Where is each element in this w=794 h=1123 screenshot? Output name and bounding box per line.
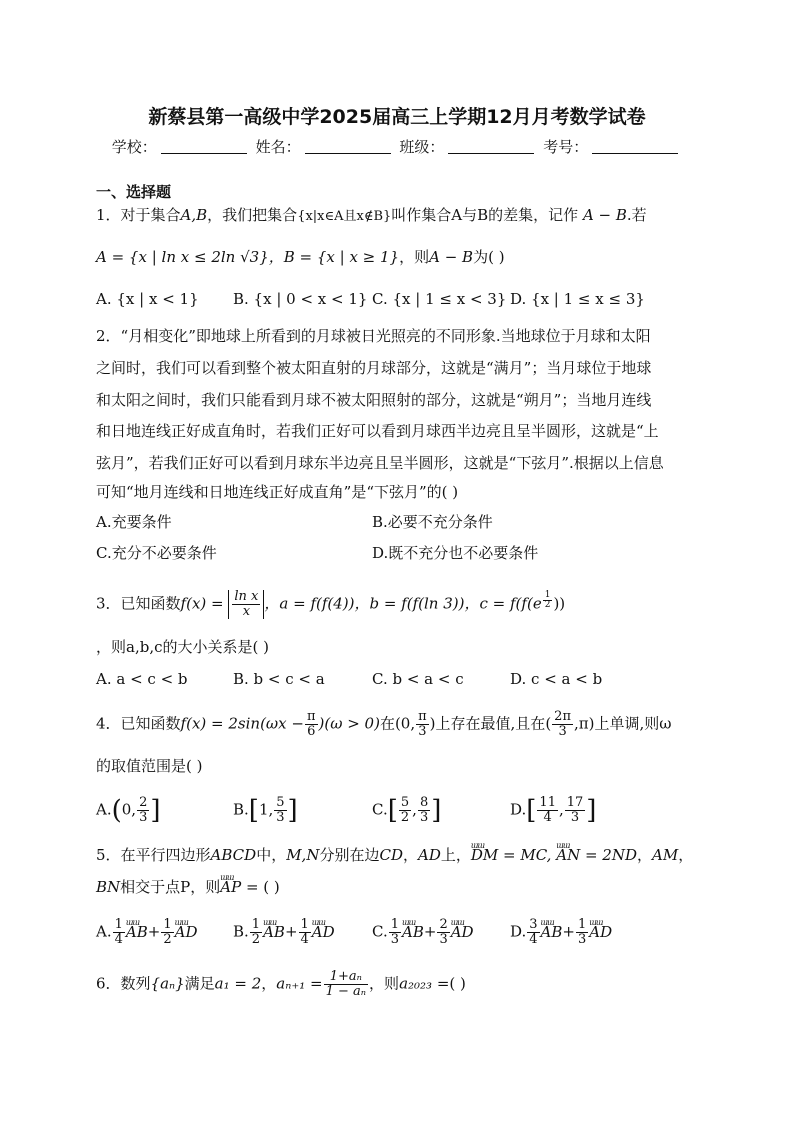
option-num: 1: [577, 917, 587, 932]
option-den: 3: [419, 810, 429, 825]
q4-text: 在: [379, 714, 395, 733]
q6-line1: [96, 970, 698, 999]
option-num: 1: [300, 917, 309, 932]
option-num: 1: [163, 917, 172, 932]
q3-option-c[interactable]: C. b < a < c: [372, 670, 464, 688]
q1-sets: A,B: [180, 206, 208, 224]
q3-abs-num: ln x: [234, 589, 259, 604]
q5-am: AM: [652, 846, 679, 864]
school-blank[interactable]: [161, 139, 247, 154]
option-num: 1: [251, 917, 261, 932]
option-num: 5: [400, 795, 410, 810]
q1-text: 为( ): [473, 248, 505, 266]
plus: +: [147, 922, 161, 941]
q2-line: 之间时，我们可以看到整个被太阳直射的月球部分，这就是“满月”；当月球位于地球: [96, 359, 652, 377]
option-den: 2: [163, 932, 172, 947]
q2-option-d[interactable]: D.既不充分也不必要条件: [372, 544, 539, 562]
q3-exp-num: 1: [544, 589, 551, 600]
option-num: 5: [276, 795, 285, 810]
q6-recurrence: aₙ₊₁ =: [276, 974, 323, 993]
q5-ap: ɯɯ AP: [220, 877, 241, 897]
q4-cond: )(ω > 0): [318, 714, 380, 733]
name-label: 姓名：: [255, 138, 301, 156]
plus: +: [423, 922, 437, 941]
vector-ad: ɯɯ AD: [451, 922, 474, 942]
q4-line1: 4．已知函数f(x) = 2sin(ωx − $\frac{\pi}{6}$ )(ω > 0)在(0, $\frac{\pi}{3}$ )上存在最值,且在( $\frac{2\pi}{3}$ ,π)上单调,则ω: [96, 709, 672, 739]
section-heading: 一、选择题: [96, 183, 172, 201]
option-num: 2: [139, 795, 148, 810]
q2-line: 2．“月相变化”即地球上所看到的月球被日光照亮的不同形象.当地球位于月球和太阳: [96, 327, 651, 345]
q4-pi: π: [306, 709, 316, 724]
option-label: C.: [372, 922, 388, 941]
q1-diff: A − B: [582, 206, 627, 224]
q4-pi: π: [418, 709, 427, 724]
q6-text: ( ): [449, 974, 466, 993]
q3-text: 3．已知函数: [96, 594, 181, 613]
vector-ab: ɯɯ AB: [126, 922, 148, 942]
q1-text: ，我们把集合: [207, 206, 298, 224]
exam-number-label: 考号：: [543, 138, 589, 156]
q6-a1: a₁ = 2: [214, 974, 262, 993]
q6-num: 1+aₙ: [324, 970, 368, 985]
q4-three: 3: [418, 724, 427, 739]
q2-option-c[interactable]: C.充分不必要条件: [96, 544, 217, 562]
q5-text: 相交于点P，则: [120, 878, 221, 896]
q1-set-b: ，B = {x | x ≥ 1}: [268, 248, 400, 266]
q2-line: 可知“地月连线和日地连线正好成直角”是“下弦月”的( ): [96, 483, 459, 501]
q5-vector-eq2: ɯɯ AN = 2ND: [556, 845, 637, 865]
q1-option-c[interactable]: C. {x | 1 ≤ x < 3}: [372, 290, 507, 308]
plus: +: [284, 922, 298, 941]
q1-line2: [96, 247, 698, 267]
q2-line: 和太阳之间时，我们只能看到月球不被太阳照射的部分，这就是“朔月”；当地月连线: [96, 391, 652, 409]
q4-option-a[interactable]: A.(0, $\frac{2}{3}$ ]: [96, 795, 161, 826]
q1-text: 1．对于集合: [96, 206, 181, 224]
q5-line1: [96, 845, 698, 865]
q3-b: ，b = f(f(ln 3)): [354, 594, 465, 613]
option-val: 1,: [258, 800, 274, 819]
q6-den: 1 − aₙ: [325, 984, 367, 999]
q4-text: 4．已知函数: [96, 714, 181, 733]
option-num: 8: [419, 795, 429, 810]
option-label: C.: [372, 800, 388, 819]
q3-abs-value: [228, 590, 264, 619]
q3-line1: [96, 590, 698, 619]
option-num: 1: [114, 917, 123, 932]
option-den: 4: [300, 932, 309, 947]
q4-func: f(x) = 2sin(ωx −: [180, 714, 304, 733]
q5-cd: CD: [379, 846, 403, 864]
q1-text: ，则: [399, 248, 430, 266]
vector-ad: ɯɯ AD: [312, 922, 335, 942]
option-label: B.: [233, 800, 249, 819]
option-label: D.: [510, 922, 527, 941]
q5-text: ，: [678, 846, 694, 864]
q4-text: 上存在最值,且在: [435, 714, 546, 733]
option-num: 3: [529, 917, 538, 932]
vector-ad: ɯɯ AD: [589, 922, 612, 942]
q5-mn: M,N: [286, 846, 320, 864]
option-label: D.: [510, 800, 527, 819]
q3-func: f(x) =: [180, 594, 224, 613]
q4-six: 6: [307, 724, 316, 739]
q3-exp-den: 2: [544, 599, 551, 610]
option-num: 11: [539, 795, 556, 810]
q3-c: ，c = f(f(e: [464, 594, 542, 613]
q4-option-c[interactable]: C.[ $\frac{5}{2}$ , $\frac{8}{3}$ ]: [372, 795, 442, 826]
q2-line: 弦月”，若我们正好可以看到月球东半边亮且呈半圆形，这就是“下弦月”.根据以上信息: [96, 454, 664, 472]
option-den: 4: [529, 932, 538, 947]
q5-text: ，: [637, 846, 653, 864]
q1-option-d[interactable]: D. {x | 1 ≤ x ≤ 3}: [510, 290, 645, 308]
q3-option-a[interactable]: A. a < c < b: [96, 670, 188, 688]
option-label: A.: [96, 922, 112, 941]
exam-title: 新蔡县第一高级中学2025届高三上学期12月月考数学试卷: [148, 106, 646, 128]
q2-option-b[interactable]: B.必要不充分条件: [372, 513, 493, 531]
q4-text: 上单调,则ω: [594, 714, 672, 733]
q5-text: 分别在边: [319, 846, 380, 864]
q5-text: 上，: [440, 846, 471, 864]
q6-text: 满足: [184, 974, 215, 993]
student-info-bar: [0, 136, 794, 157]
q2-option-a[interactable]: A.充要条件: [96, 513, 172, 531]
q1-line1: [96, 205, 698, 227]
q5-vector-eq1: ɯɯ DM = MC,: [471, 845, 552, 865]
q5-option-c[interactable]: [372, 918, 474, 947]
option-den: 3: [139, 810, 148, 825]
q1-set-a: A = {x | ln x ≤ 2ln √3}: [96, 248, 269, 266]
exam-number-blank[interactable]: [592, 139, 678, 154]
q6-text: ，: [261, 974, 277, 993]
option-den: 3: [439, 932, 448, 947]
vector-ab: ɯɯ AB: [402, 922, 424, 942]
option-den: 3: [577, 932, 587, 947]
q4-option-b[interactable]: B.[1, $\frac{5}{3}$ ]: [233, 795, 298, 826]
name-blank[interactable]: [305, 139, 391, 154]
q5-option-a[interactable]: [96, 918, 197, 947]
option-den: 2: [400, 810, 410, 825]
q1-option-b[interactable]: B. {x | 0 < x < 1}: [233, 290, 368, 308]
q2-line: 和日地连线正好成直角时，若我们正好可以看到月球西半边亮且呈半圆形，这就是“上: [96, 422, 659, 440]
q5-text: 中，: [256, 846, 287, 864]
q3-option-d[interactable]: D. c < a < b: [510, 670, 603, 688]
q3-line2: ，则a,b,c的大小关系是( ): [96, 638, 269, 656]
class-label: 班级：: [399, 138, 445, 156]
q3-option-b[interactable]: B. b < c < a: [233, 670, 325, 688]
option-den: 4: [114, 932, 123, 947]
option-num: 1: [390, 917, 399, 932]
option-den: 2: [251, 932, 261, 947]
q5-ad: AD: [418, 846, 441, 864]
q1-option-a[interactable]: A. {x | x < 1}: [96, 290, 199, 308]
q4-int2-den: 3: [558, 724, 567, 739]
q4-line2: 的取值范围是( ): [96, 757, 203, 775]
q6-text: 6．数列: [96, 974, 151, 993]
q5-text: 5．在平行四边形: [96, 846, 211, 864]
q6-text: ，则: [369, 974, 400, 993]
q1-text: 叫作集合A与B的差集，记作: [391, 206, 579, 224]
q4-int1-end: ): [429, 714, 436, 733]
q5-line2: [96, 877, 698, 897]
q1-text: .若: [626, 206, 647, 224]
q4-int2-num: 2π: [554, 709, 571, 724]
q3-abs-den: x: [242, 604, 251, 619]
option-den: 3: [570, 810, 580, 825]
q4-option-d[interactable]: D.[ $\frac{11}{4}$ , $\frac{17}{3}$ ]: [510, 795, 597, 826]
option-den: 4: [543, 810, 552, 825]
q5-abcd: ABCD: [210, 846, 257, 864]
option-num: 17: [566, 795, 584, 810]
q5-bn: BN: [96, 878, 121, 896]
option-den: 3: [390, 932, 399, 947]
q5-text: ，: [403, 846, 419, 864]
q5-option-d[interactable]: [510, 918, 612, 947]
q3-c-end: )): [553, 594, 566, 613]
option-num: 2: [439, 917, 448, 932]
q6-seq: {aₙ}: [150, 974, 185, 993]
vector-ad: ɯɯ AD: [175, 922, 198, 942]
plus: +: [562, 922, 575, 941]
q5-option-b[interactable]: [233, 918, 335, 947]
q4-int1: (0,: [394, 714, 416, 733]
option-label: A.: [96, 800, 112, 819]
q3-a: ，a = f(f(4)): [264, 594, 355, 613]
q4-int2-end: ,π): [574, 714, 595, 733]
q5-text: = ( ): [241, 878, 280, 896]
class-blank[interactable]: [448, 139, 534, 154]
q1-set-expr: {x|x∈A且x∉B}: [297, 209, 392, 224]
option-val: 0,: [121, 800, 137, 819]
vector-ab: ɯɯ AB: [263, 922, 285, 942]
q1-diff: A − B: [429, 248, 474, 266]
q6-a2023: a₂₀₂₃ =: [399, 974, 450, 993]
option-den: 3: [276, 810, 285, 825]
school-label: 学校：: [111, 138, 157, 156]
vector-ab: ɯɯ AB: [541, 922, 563, 942]
option-label: B.: [233, 922, 249, 941]
